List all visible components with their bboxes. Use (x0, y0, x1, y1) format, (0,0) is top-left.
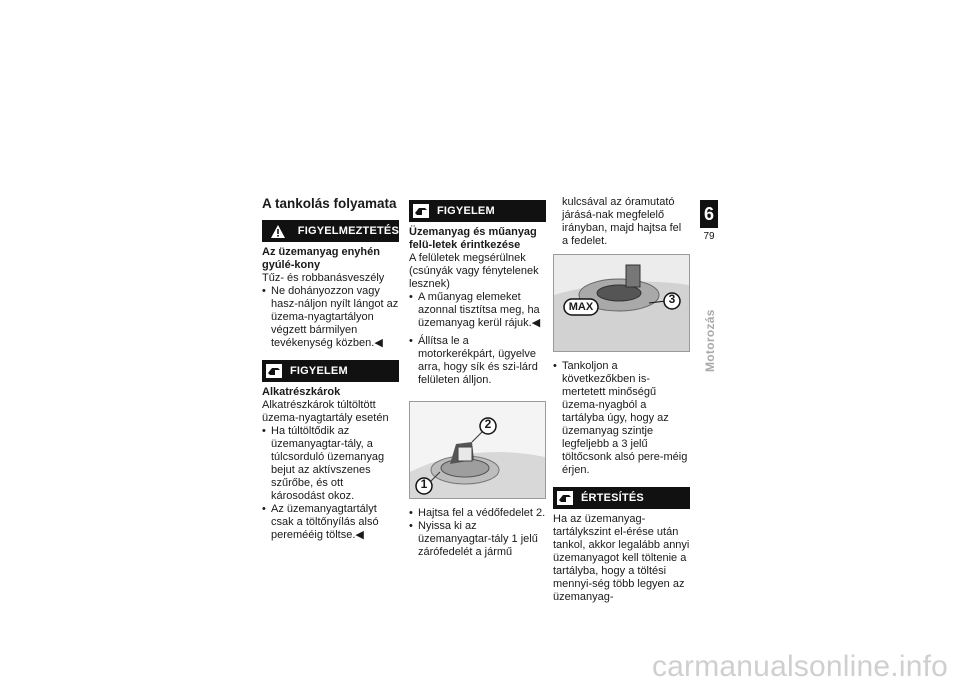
list-item: • Ne dohányozzon vagy hasz-náljon nyílt lángot az üzema-nyagtartályon végzett bármilyen tevékenység közben.◀ (262, 285, 399, 350)
chapter-tab (700, 200, 718, 372)
chapter-title: Motorozás (703, 309, 717, 372)
warning-subtext: Tűz- és robbanásveszély (262, 272, 385, 284)
hand-caution-icon (262, 360, 286, 382)
list-item: • A műanyag elemeket azonnal tisztítsa meg, ha üzemanyag kerül rájuk.◀ (409, 291, 546, 330)
attention-banner (409, 200, 546, 222)
list-item: • Nyissa ki az üzemanyagtar-tály 1 jelű zárófedelét a jármű (409, 520, 546, 559)
column-3 (553, 196, 690, 604)
callout-label-1: 1 (420, 477, 428, 491)
attention-heading: Üzemanyag és műanyag felü-letek érintkezése (409, 226, 537, 251)
hand-info-icon (553, 487, 577, 509)
attention-subtext: A felületek megsérülnek (csúnyák vagy fénytelenek lesznek) (409, 252, 539, 290)
warning-label: FIGYELMEZTETÉS (297, 224, 399, 237)
attention-subtext: Alkatrészkárok túltöltött üzema-nyagtartály esetén (262, 399, 389, 424)
steps-list (409, 507, 546, 559)
callout-label-2: 2 (484, 417, 492, 431)
attention-heading: Alkatrészkárok (262, 386, 341, 398)
info-text: Ha az üzemanyag-tartálykszint el-érése után tankol, akkor legalább annyi üzemanyagot kell töltenie a tartályba, hogy a töltési mennyi-ség több legyen az üzemanyag- (553, 513, 690, 603)
continued-text: kulcsával az óramutató járásá-nak megfelelő irányban, majd hajtsa fel a fedelet. (562, 196, 682, 247)
info-label: ÉRTESÍTÉS (581, 491, 644, 504)
hand-caution-icon (409, 200, 433, 222)
chapter-number: 6 (700, 200, 718, 228)
attention-label: FIGYELEM (437, 204, 495, 217)
list-item: • Tankoljon a következőkben is-mertetett minőségű üzema-nyagból a tartályba úgy, hogy az üzemanyag szintje legfeljebb a 3 jelű töltőcsonk alsó pere-méig érjen. (553, 360, 690, 477)
column-1 (262, 196, 399, 542)
warning-banner (262, 220, 399, 242)
fuel-cap-figure (409, 401, 546, 499)
fuel-cap-illustration (410, 402, 545, 498)
attention-banner (262, 360, 399, 382)
column-2 (409, 200, 546, 559)
warning-triangle-icon (262, 220, 294, 242)
attention-label: FIGYELEM (290, 364, 348, 377)
warning-heading: Az üzemanyag enyhén gyúlé-kony (262, 246, 380, 271)
info-banner (553, 487, 690, 509)
attention-list (409, 291, 546, 387)
page-number: 79 (703, 231, 715, 242)
list-item: • Hajtsa fel a védőfedelet 2. (409, 507, 546, 520)
refuel-list (553, 360, 690, 477)
section-title: A tankolás folyamata (262, 196, 397, 211)
max-label: MAX (568, 301, 594, 313)
list-item: • Az üzemanyagtartályt csak a töltőnyílás alsó peremééig töltse.◀ (262, 503, 399, 542)
callout-label-3: 3 (668, 292, 676, 306)
watermark: carmanualsonline.info (651, 650, 948, 683)
attention-list (262, 425, 399, 542)
list-item: • Állítsa le a motorkerékpárt, ügyelve arra, hogy sík és szi-lárd felületen álljon. (409, 335, 546, 387)
warning-list (262, 285, 399, 350)
list-item: • Ha túltöltődik az üzemanyagtar-tály, a túlcsorduló üzemanyag bejut az aktívszenes szűrőbe, és ott károsodást okoz. (262, 425, 399, 503)
fuel-filler-figure (553, 254, 690, 352)
